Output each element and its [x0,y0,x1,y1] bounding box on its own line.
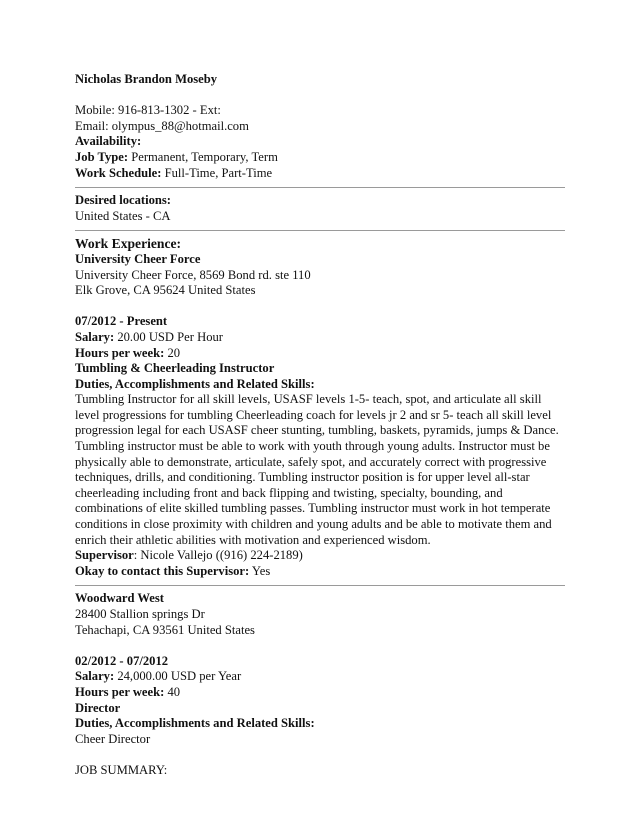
salary-label: Salary: [75,669,115,684]
hours-label: Hours per week: [75,684,165,699]
email-line: Email: olympus_88@hotmail.com [75,118,249,133]
spacer [75,299,565,315]
supervisor-label: Supervisor [75,548,134,563]
spacer [75,88,565,104]
employer-name: Woodward West [75,591,164,606]
job-dates: 07/2012 - Present [75,314,168,329]
mobile-line: Mobile: 916-813-1302 - Ext: [75,103,221,118]
salary-line [75,330,565,346]
section-divider [75,585,565,586]
job-title: Director [75,700,121,715]
employer-address: 28400 Stallion springs Dr [75,607,205,621]
duties-line: Tumbling Instructor for all skill levels, USASF levels 1-5- teach, spot, and articulate all skill [75,392,542,407]
supervisor-line [75,548,565,564]
duties-label: Duties, Accomplishments and Related Skills: [75,376,315,391]
hours-line [75,685,565,701]
job-type-line [75,150,565,166]
duties-line: physically able to demonstrate, articulate, safely spot, and accurately correct with progressive [75,454,547,469]
job-title: Tumbling & Cheerleading Instructor [75,361,275,376]
employer-address: University Cheer Force, 8569 Bond rd. ste 110 [75,267,311,282]
desired-locations-value: United States - CA [75,208,171,223]
duties-line: cheerleading including front and back flipping and twisting, specialty, bounding, and [75,485,503,500]
work-schedule-value: Full-Time, Part-Time [161,165,273,180]
hours-label: Hours per week: [75,345,165,360]
salary-line [75,669,565,685]
section-divider [75,230,565,231]
resume-page [75,72,565,779]
duties-label: Duties, Accomplishments and Related Skills: [75,716,315,731]
duties-line: enrich their athletic abilities with motivation and experienced wisdom. [75,532,431,547]
salary-value: 20.00 USD Per Hour [114,329,223,344]
salary-value: 24,000.00 USD per Year [114,669,242,684]
contact-permission-line [75,564,565,580]
work-schedule-label: Work Schedule: [75,165,162,180]
duties-text: Cheer Director [75,731,151,746]
candidate-name: Nicholas Brandon Moseby [75,72,218,86]
contact-permission-value: Yes [249,563,271,578]
spacer [75,638,565,654]
work-schedule-line [75,166,565,182]
contact-permission-label: Okay to contact this Supervisor: [75,563,250,578]
work-experience-heading: Work Experience: [75,236,182,252]
section-divider [75,187,565,188]
job-type-label: Job Type: [75,149,129,164]
job-type-value: Permanent, Temporary, Term [128,149,278,164]
duties-line: combinations of elite skilled tumbling passes. Tumbling instructor must work in hot temperate [75,501,551,516]
duties-line: Tumbling instructor must be able to work with youth through young adults. Instructor must be [75,439,550,454]
hours-value: 20 [164,345,181,360]
job-summary-heading: JOB SUMMARY: [75,762,168,777]
employer-city: Tehachapi, CA 93561 United States [75,622,255,637]
duties-line: progression legal for each USASF cheer stunting, tumbling, baskets, pyramids, jumps & Dance. [75,423,559,438]
duties-paragraph [75,392,565,548]
salary-label: Salary: [75,329,115,344]
supervisor-value: : Nicole Vallejo ((916) 224-2189) [133,548,303,563]
duties-line: level progressions for tumbling Cheerleading coach for levels jr 2 and sr 5- teach all skill level [75,407,552,422]
duties-line: conditions in close proximity with children and young adults and be able to motivate them and [75,517,552,532]
job-dates: 02/2012 - 07/2012 [75,653,169,668]
employer-name: University Cheer Force [75,251,201,266]
hours-line [75,346,565,362]
desired-locations-heading: Desired locations: [75,193,171,208]
hours-value: 40 [164,684,181,699]
employer-city: Elk Grove, CA 95624 United States [75,283,256,298]
spacer [75,747,565,763]
duties-line: techniques, drills, and conditioning. Tumbling instructor position is for upper level all-star [75,470,530,485]
availability-label: Availability: [75,134,142,149]
